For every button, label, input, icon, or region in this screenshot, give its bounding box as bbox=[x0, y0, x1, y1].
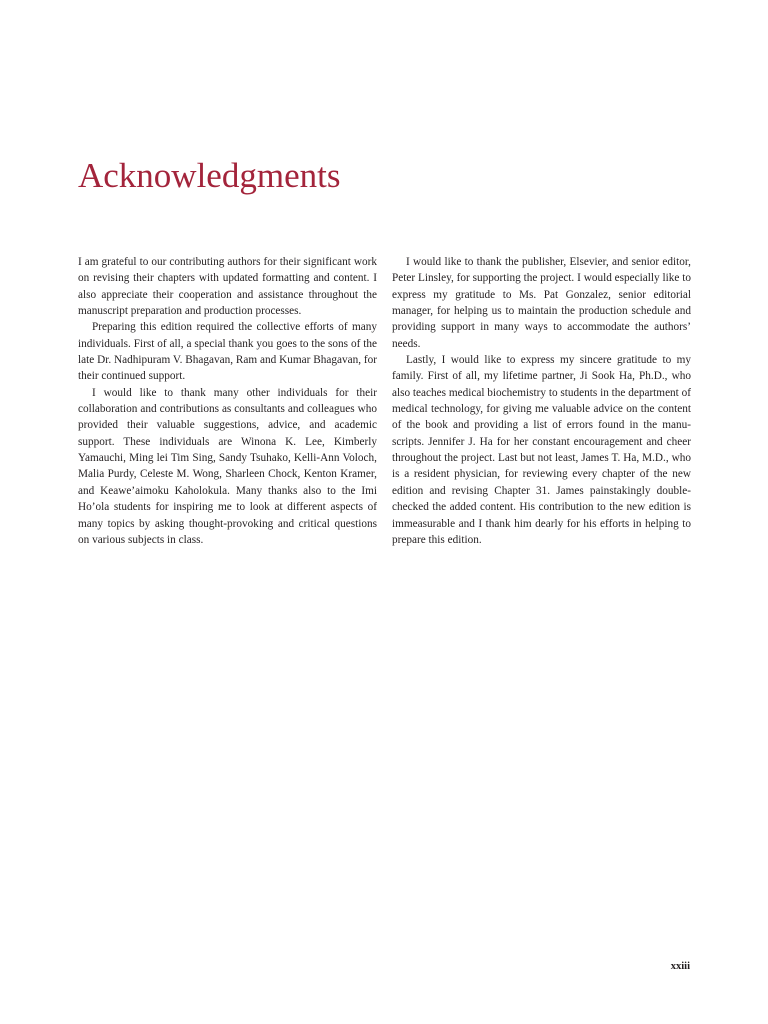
page-title: Acknowledgments bbox=[78, 156, 341, 195]
paragraph-consultants-colleagues: I would like to thank many other individuals for their collaboration and contributions as consultants and colleagues who provided their valuable suggestions, advice, and academic support. These individuals are Winona K. Lee, Kimberly Yamauchi, Ming lei Tim Sing, Sandy Tsuhako, Kelli-Ann Voloch, Malia Purdy, Celeste M. Wong, Sharleen Chock, Kenton Kramer, and Keawe’aimoku Kaholokula. Many thanks also to the Imi Ho’ola students for inspiring me to look at different aspects of many topics by asking thought-provoking and critical questions on various subjects in class. bbox=[78, 386, 377, 546]
paragraph-contributing-authors: I am grateful to our contributing authors for their significant work on revising their chapters with updated formatting and content. I also appreciate their cooperation and assistance throughout the manuscript preparation and production processes. bbox=[78, 256, 377, 318]
paragraph-publisher: I would like to thank the publisher, Elsevier, and senior editor, Peter Linsley, for supporting the project. I would especially like to express my gratitude to Ms. Pat Gonzalez, senior editorial manager, for helping us to maintain the production schedule and providing support in many ways to accommodate the authors’ needs. bbox=[392, 256, 691, 350]
page-number: xxiii bbox=[670, 961, 690, 972]
paragraph-family: Lastly, I would like to express my sincere gratitude to my family. First of all, my lifetime partner, Ji Sook Ha, Ph.D., who also teaches medical biochemistry to students in the department of medical technology, for giving me valuable advice on the content of the book and providing a list of errors found in the manuscripts. Jennifer J. Ha for her constant encouragement and cheer throughout the project. Last but not least, James T. Ha, M.D., who is a resident physician, for reviewing every chapter of the new edition and revising Chapter 31. James painstakingly double-checked the added content. His contribution to the new edition is immeasurable and I thank him dearly for his efforts in helping to prepare this edition. bbox=[392, 354, 691, 546]
left-column bbox=[78, 254, 377, 548]
paragraph-collective-efforts: Preparing this edition required the collective efforts of many individuals. First of all, a special thank you goes to the sons of the late Dr. Nadhipuram V. Bhagavan, Ram and Kumar Bhagavan, for their continued support. bbox=[78, 321, 377, 383]
right-column bbox=[392, 254, 691, 548]
